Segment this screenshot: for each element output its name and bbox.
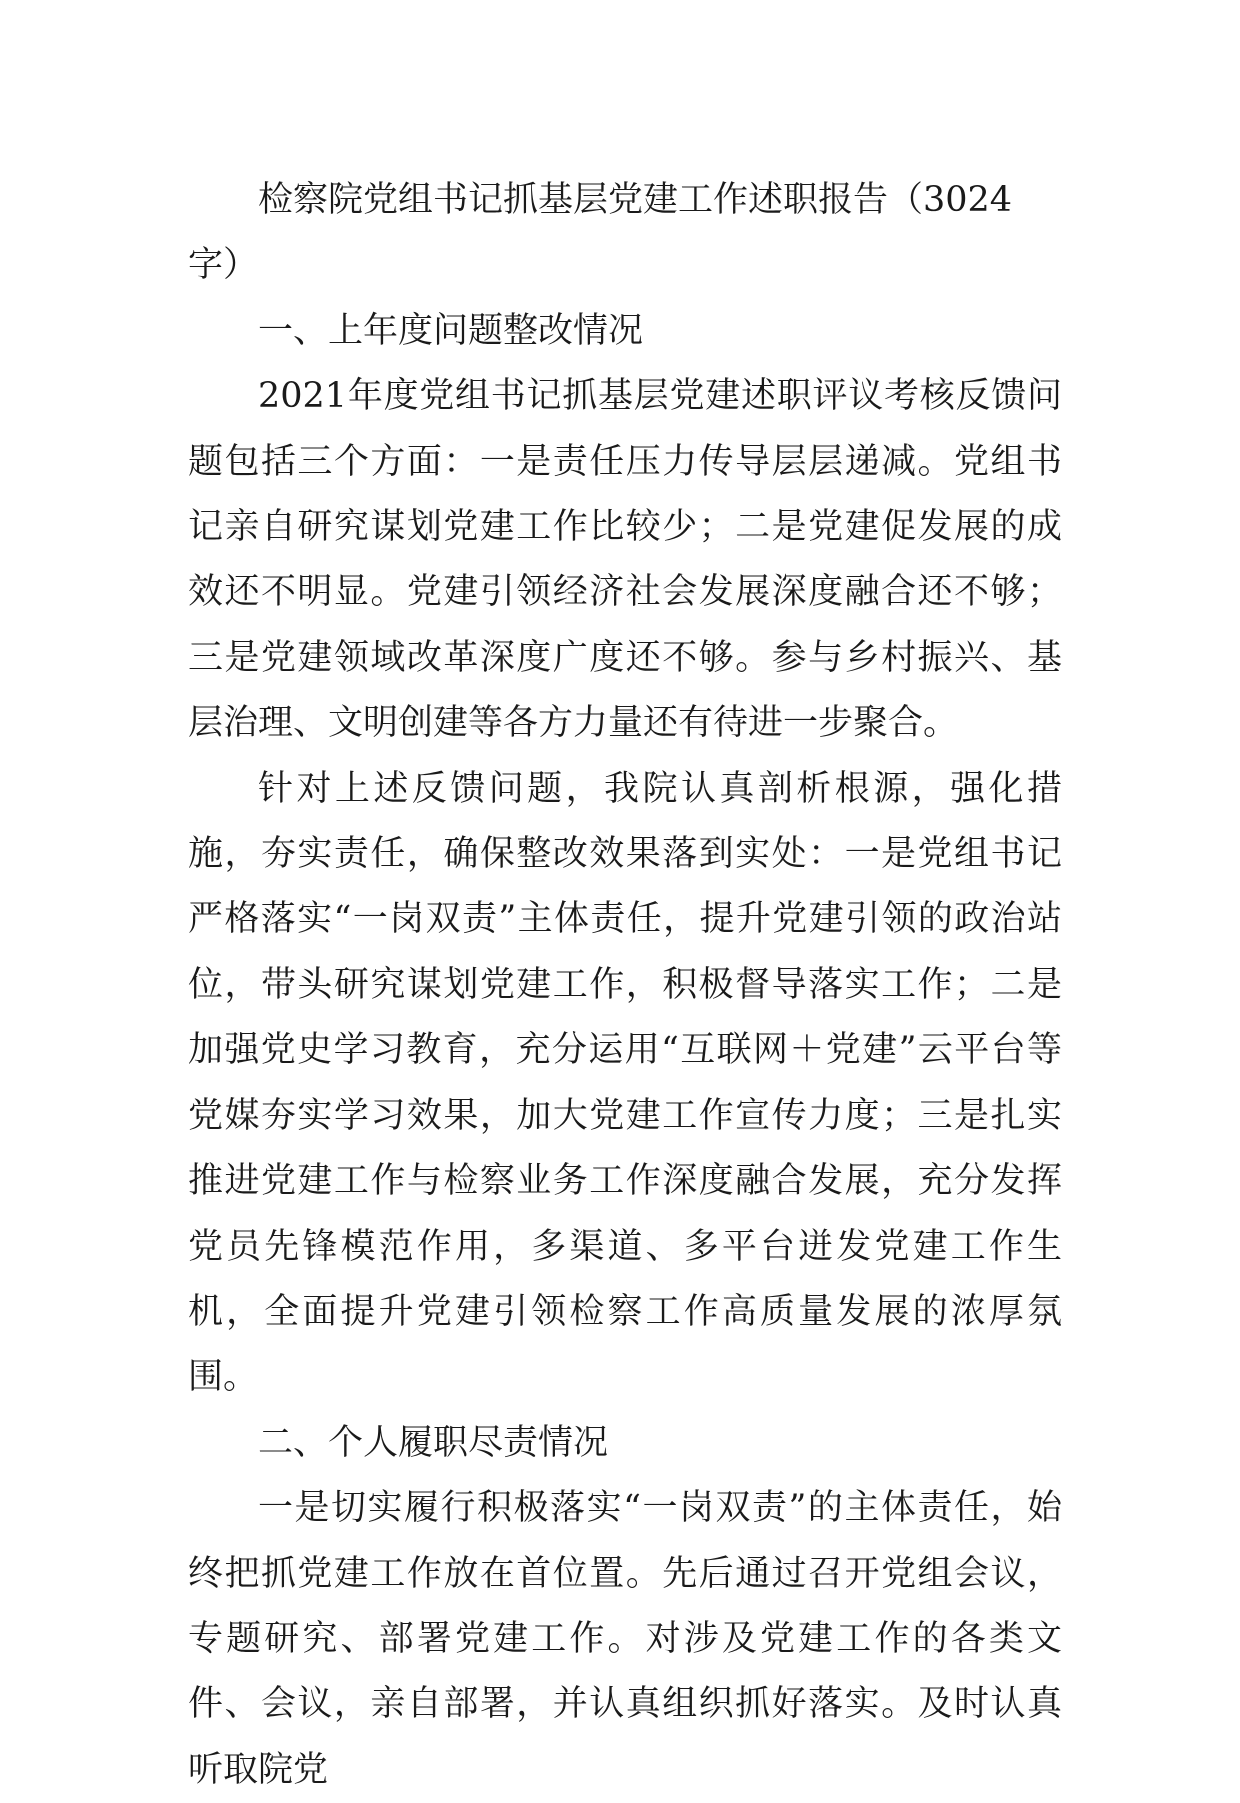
paragraph: 一是切实履行积极落实“一岗双责”的主体责任，始终把抓党建工作放在首位置。先后通过召开党组会议，专题研究、部署党建工作。对涉及党建工作的各类文件、会议，亲自部署，并认真组织抓好落实。及时认真听取院党 — [188, 1488, 1062, 1790]
document-title: 检察院党组书记抓基层党建工作述职报告（3024字） — [188, 180, 1013, 286]
paragraph: 针对上述反馈问题，我院认真剖析根源，强化措施，夯实责任，确保整改效果落到实处：一是党组书记严格落实“一岗双责”主体责任，提升党建引领的政治站位，带头研究谋划党建工作，积极督导落实工作；二是加强党史学习教育，充分运用“互联网＋党建”云平台等党媒夯实学习效果，加大党建工作宣传力度；三是扎实推进党建工作与检察业务工作深度融合发展，充分发挥党员先锋模范作用，多渠道、多平台迸发党建工作生机，全面提升党建引领检察工作高质量发展的浓厚氛围。 — [188, 768, 1062, 1398]
section-heading-2: 二、个人履职尽责情况 — [258, 1422, 609, 1463]
section-heading-1: 一、上年度问题整改情况 — [258, 310, 644, 351]
document-body — [188, 168, 1062, 1803]
paragraph: 2021年度党组书记抓基层党建述职评议考核反馈问题包括三个方面：一是责任压力传导层层递减。党组书记亲自研究谋划党建工作比较少；二是党建促发展的成效还不明显。党建引领经济社会发展深度融合还不够；三是党建领域改革深度广度还不够。参与乡村振兴、基层治理、文明创建等各方力量还有待进一步聚合。 — [188, 376, 1062, 744]
